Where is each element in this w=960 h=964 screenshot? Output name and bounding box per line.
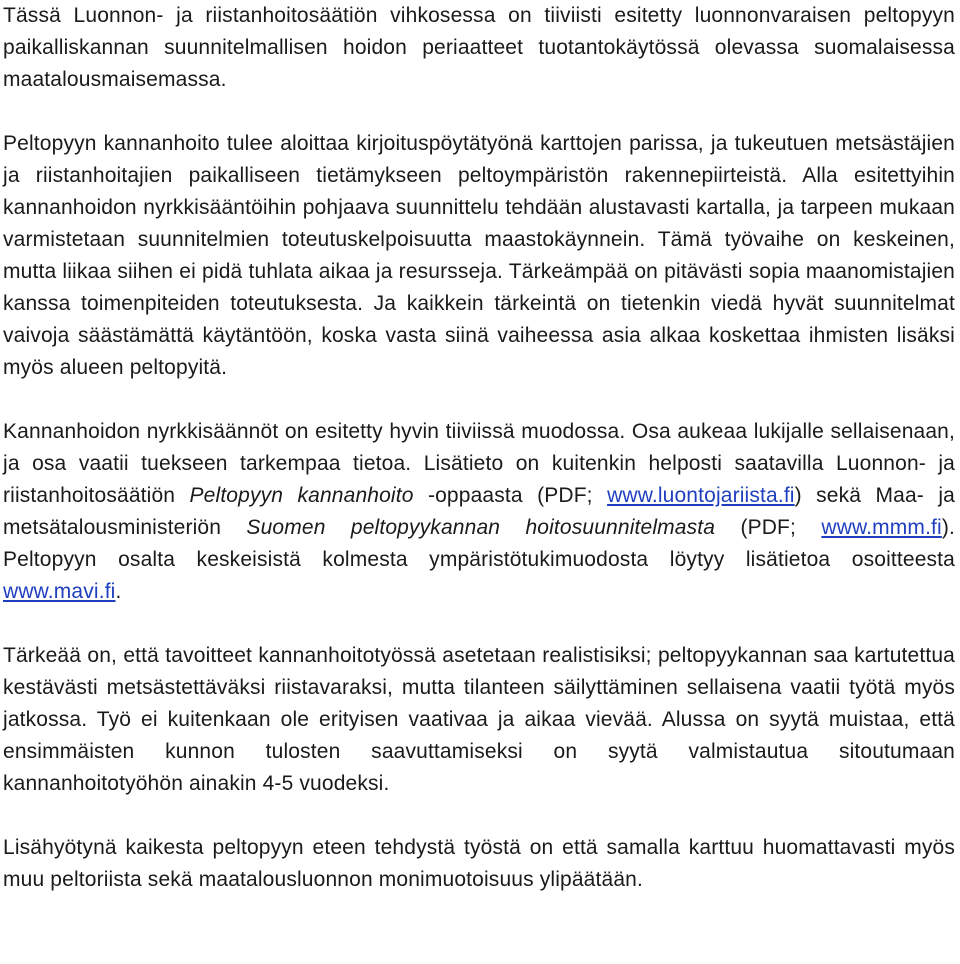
- paragraph-goals: [3, 640, 955, 800]
- paragraph-resources-text-2: -oppaasta (PDF;: [413, 484, 608, 507]
- link-luontojariista[interactable]: www.luontojariista.fi: [607, 484, 795, 507]
- document-body: [3, 0, 955, 896]
- paragraph-resources-text-3: ) sekä Maa- ja metsätalousministeriön: [3, 484, 955, 539]
- paragraph-resources-text-5: ). Peltopyyn osalta keskeisistä kolmesta ympäristötukimuodosta löytyy lisätietoa osoitteesta: [3, 516, 956, 571]
- paragraph-benefits-text: Lisähyötynä kaikesta peltopyyn eteen tehdystä työstä on että samalla karttuu huomattavasti myös muu peltoriista sekä maatalousluonnon monimuotoisuus ylipäätään.: [3, 836, 955, 891]
- paragraph-planning-text: Peltopyyn kannanhoito tulee aloittaa kirjoituspöytätyönä karttojen parissa, ja tukeutuen metsästäjien ja riistanhoitajien paikalliseen tietämykseen peltoympäristön rakennepiirteistä. Alla esitettyihin kannanhoidon nyrkkisääntöihin pohjaava suunnittelu tehdään alustavasti kartalla, ja tarpeen mukaan varmistetaan suunnitelmien toteutuskelpoisuutta maastokäynnein. Tämä työvaihe on keskeinen, mutta liikaa siihen ei pidä tuhlata aikaa ja resursseja. Tärkeämpää on pitävästi sopia maanomistajien kanssa toimenpiteiden toteutuksesta. Ja kaikkein tärkeintä on tietenkin viedä hyvät suunnitelmat vaivoja säästämättä käytäntöön, koska vasta siinä vaiheessa asia alkaa koskettaa ihmisten lisäksi myös alueen peltopyitä.: [3, 132, 955, 379]
- paragraph-resources-text-6: .: [115, 580, 122, 603]
- link-mmm[interactable]: www.mmm.fi: [821, 516, 942, 539]
- paragraph-benefits: [3, 832, 955, 896]
- paragraph-resources: [3, 416, 955, 608]
- publication-title-hoitosuunnitelma: Suomen peltopyykannan hoitosuunnitelmasta: [246, 516, 716, 539]
- paragraph-intro-text: Tässä Luonnon- ja riistanhoitosäätiön vihkosessa on tiiviisti esitetty luonnonvaraisen peltopyyn paikalliskannan suunnitelmallisen hoidon periaatteet tuotantokäytössä olevassa suomalaisessa maatalousmaisemassa.: [3, 4, 955, 91]
- publication-title-peltopyyn-kannanhoito: Peltopyyn kannanhoito: [189, 484, 414, 507]
- paragraph-planning: [3, 128, 955, 384]
- paragraph-intro: [3, 0, 955, 96]
- link-mavi[interactable]: www.mavi.fi: [3, 580, 116, 603]
- paragraph-goals-text: Tärkeää on, että tavoitteet kannanhoitotyössä asetetaan realistisiksi; peltopyykannan saa kartutettua kestävästi metsästettäväksi riistavaraksi, mutta tilanteen säilyttäminen sellaisena vaatii työtä myös jatkossa. Työ ei kuitenkaan ole erityisen vaativaa ja aikaa vievää. Alussa on syytä muistaa, että ensimmäisten kunnon tulosten saavuttamiseksi on syytä valmistautua sitoutumaan kannanhoitotyöhön ainakin 4-5 vuodeksi.: [3, 644, 955, 795]
- paragraph-resources-text-4: (PDF;: [715, 516, 822, 539]
- paragraph-resources-text-1: Kannanhoidon nyrkkisäännöt on esitetty hyvin tiiviissä muodossa. Osa aukeaa lukijalle sellaisenaan, ja osa vaatii tuekseen tarkempaa tietoa. Lisätieto on kuitenkin helposti saatavilla Luonnon- ja riistanhoitosäätiön: [3, 420, 955, 507]
